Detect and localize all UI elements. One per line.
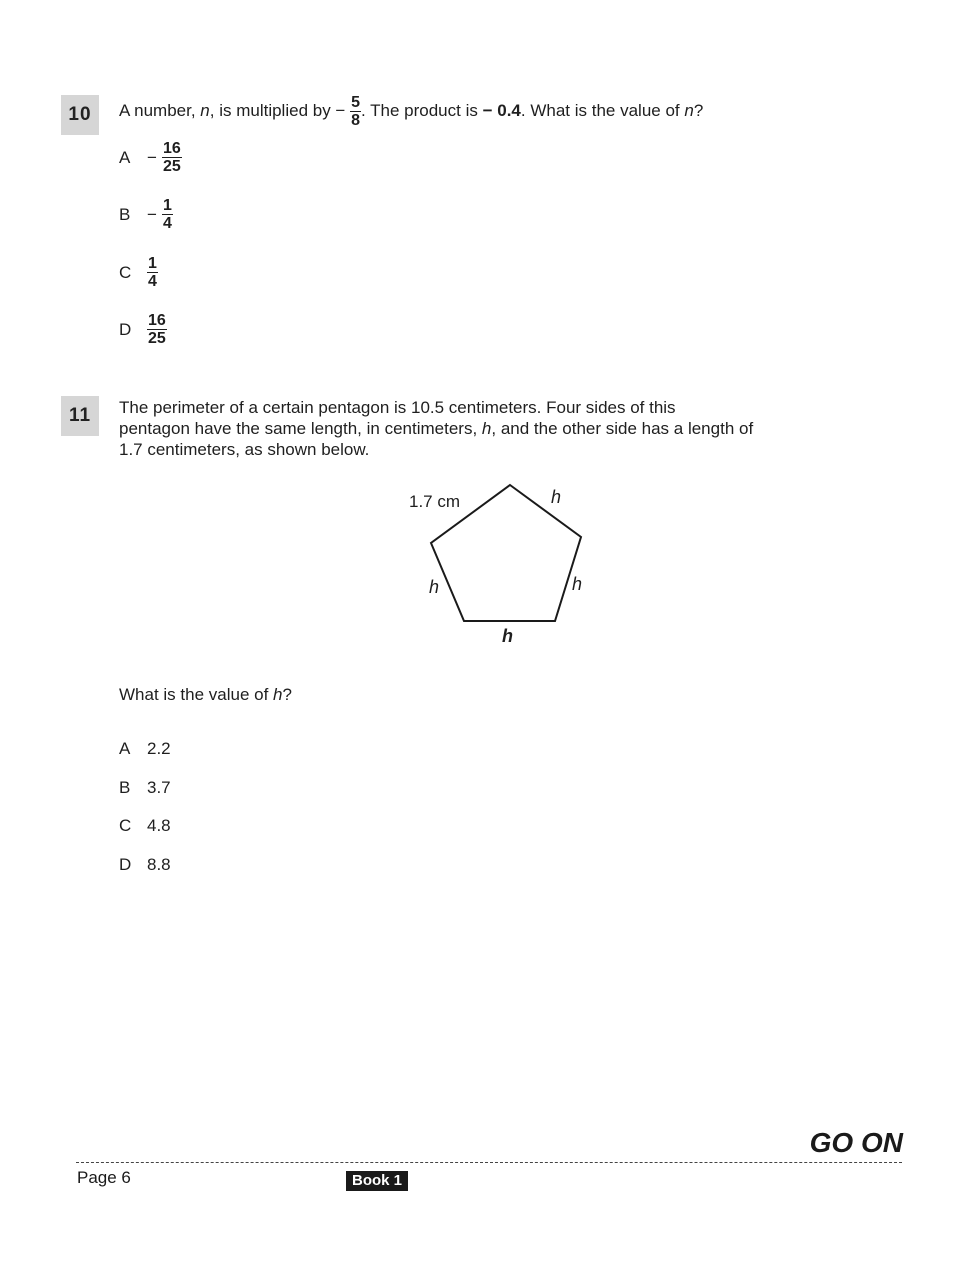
choice-letter: A: [119, 739, 131, 758]
stem-line-1: The perimeter of a certain pentagon is 10.5 centimeters. Four sides of this: [119, 398, 676, 417]
side-label-1-7cm: 1.7 cm: [409, 492, 461, 511]
variable-h: h: [273, 685, 283, 704]
q11-choice-d[interactable]: [119, 855, 171, 875]
stem-text: What is the value of: [119, 685, 269, 704]
stem-text: ?: [693, 100, 704, 120]
fraction-numerator: 16: [148, 312, 166, 329]
page-number: Page 6: [77, 1168, 131, 1187]
stem-text: A number,: [119, 100, 196, 120]
choice-letter: D: [119, 855, 132, 874]
fraction-numerator: 1: [148, 255, 157, 272]
question-number-10: 10: [61, 95, 99, 135]
stem-text: pentagon have the same length, in centimeters,: [119, 419, 478, 438]
fraction-numerator: 1: [162, 197, 172, 214]
choice-value: 2.2: [147, 739, 171, 758]
choice-fraction: [162, 197, 173, 232]
pentagon-shape: [431, 485, 581, 621]
fraction-denominator: 25: [148, 330, 166, 347]
fraction-numerator: 5: [351, 94, 360, 111]
choice-value: 8.8: [147, 855, 171, 874]
side-label-h-bottom: h: [502, 626, 513, 646]
variable-h: h: [481, 419, 492, 438]
choice-letter: C: [119, 262, 132, 282]
stem-text: . The product is: [361, 100, 478, 120]
side-label-h-left: h: [429, 577, 440, 597]
variable-n: n: [200, 100, 210, 120]
side-label-h-right: h: [572, 574, 583, 594]
negative-sign: −: [147, 147, 157, 167]
footer-divider: [76, 1162, 902, 1163]
q11-choice-b[interactable]: [119, 778, 171, 798]
stem-line-2: [119, 418, 879, 439]
stem-line-3: 1.7 centimeters, as shown below.: [119, 440, 370, 459]
choice-letter: D: [119, 319, 132, 339]
fraction-denominator: 4: [162, 215, 172, 232]
q10-choice-c[interactable]: [119, 255, 158, 290]
variable-n: n: [684, 100, 694, 120]
choice-letter: C: [119, 816, 132, 835]
question-number-11: 11: [61, 396, 99, 436]
choice-fraction: [162, 140, 182, 175]
side-label-h-top-right: h: [551, 487, 562, 507]
choice-fraction: [147, 312, 167, 347]
negative-sign: −: [147, 204, 157, 224]
fraction-denominator: 4: [148, 273, 157, 290]
choice-letter: A: [119, 147, 131, 167]
choice-letter: B: [119, 204, 131, 224]
choice-fraction: [147, 255, 158, 290]
question-11-prompt: [119, 684, 292, 705]
product-value: − 0.4: [482, 100, 521, 120]
q10-choice-d[interactable]: [119, 312, 167, 347]
question-11-stem: [119, 397, 879, 460]
question-10-stem: [119, 94, 703, 129]
q11-choice-c[interactable]: [119, 816, 171, 836]
q10-choice-a[interactable]: [119, 140, 182, 175]
book-label: Book 1: [346, 1171, 408, 1191]
go-on-label: GO ON: [809, 1127, 903, 1158]
choice-value: 3.7: [147, 778, 171, 797]
stem-text: , and the other side has a length of: [491, 419, 754, 438]
q11-choice-a[interactable]: [119, 739, 171, 759]
fraction-multiplier: [350, 94, 361, 129]
choice-letter: B: [119, 778, 131, 797]
stem-text: . What is the value of: [520, 100, 680, 120]
fraction-numerator: 16: [162, 140, 181, 157]
fraction-denominator: 25: [162, 158, 181, 175]
choice-value: 4.8: [147, 816, 171, 835]
q10-choice-b[interactable]: [119, 197, 173, 232]
stem-text: ?: [282, 685, 292, 704]
fraction-denominator: 8: [351, 112, 360, 129]
stem-text: , is multiplied by −: [209, 100, 346, 120]
